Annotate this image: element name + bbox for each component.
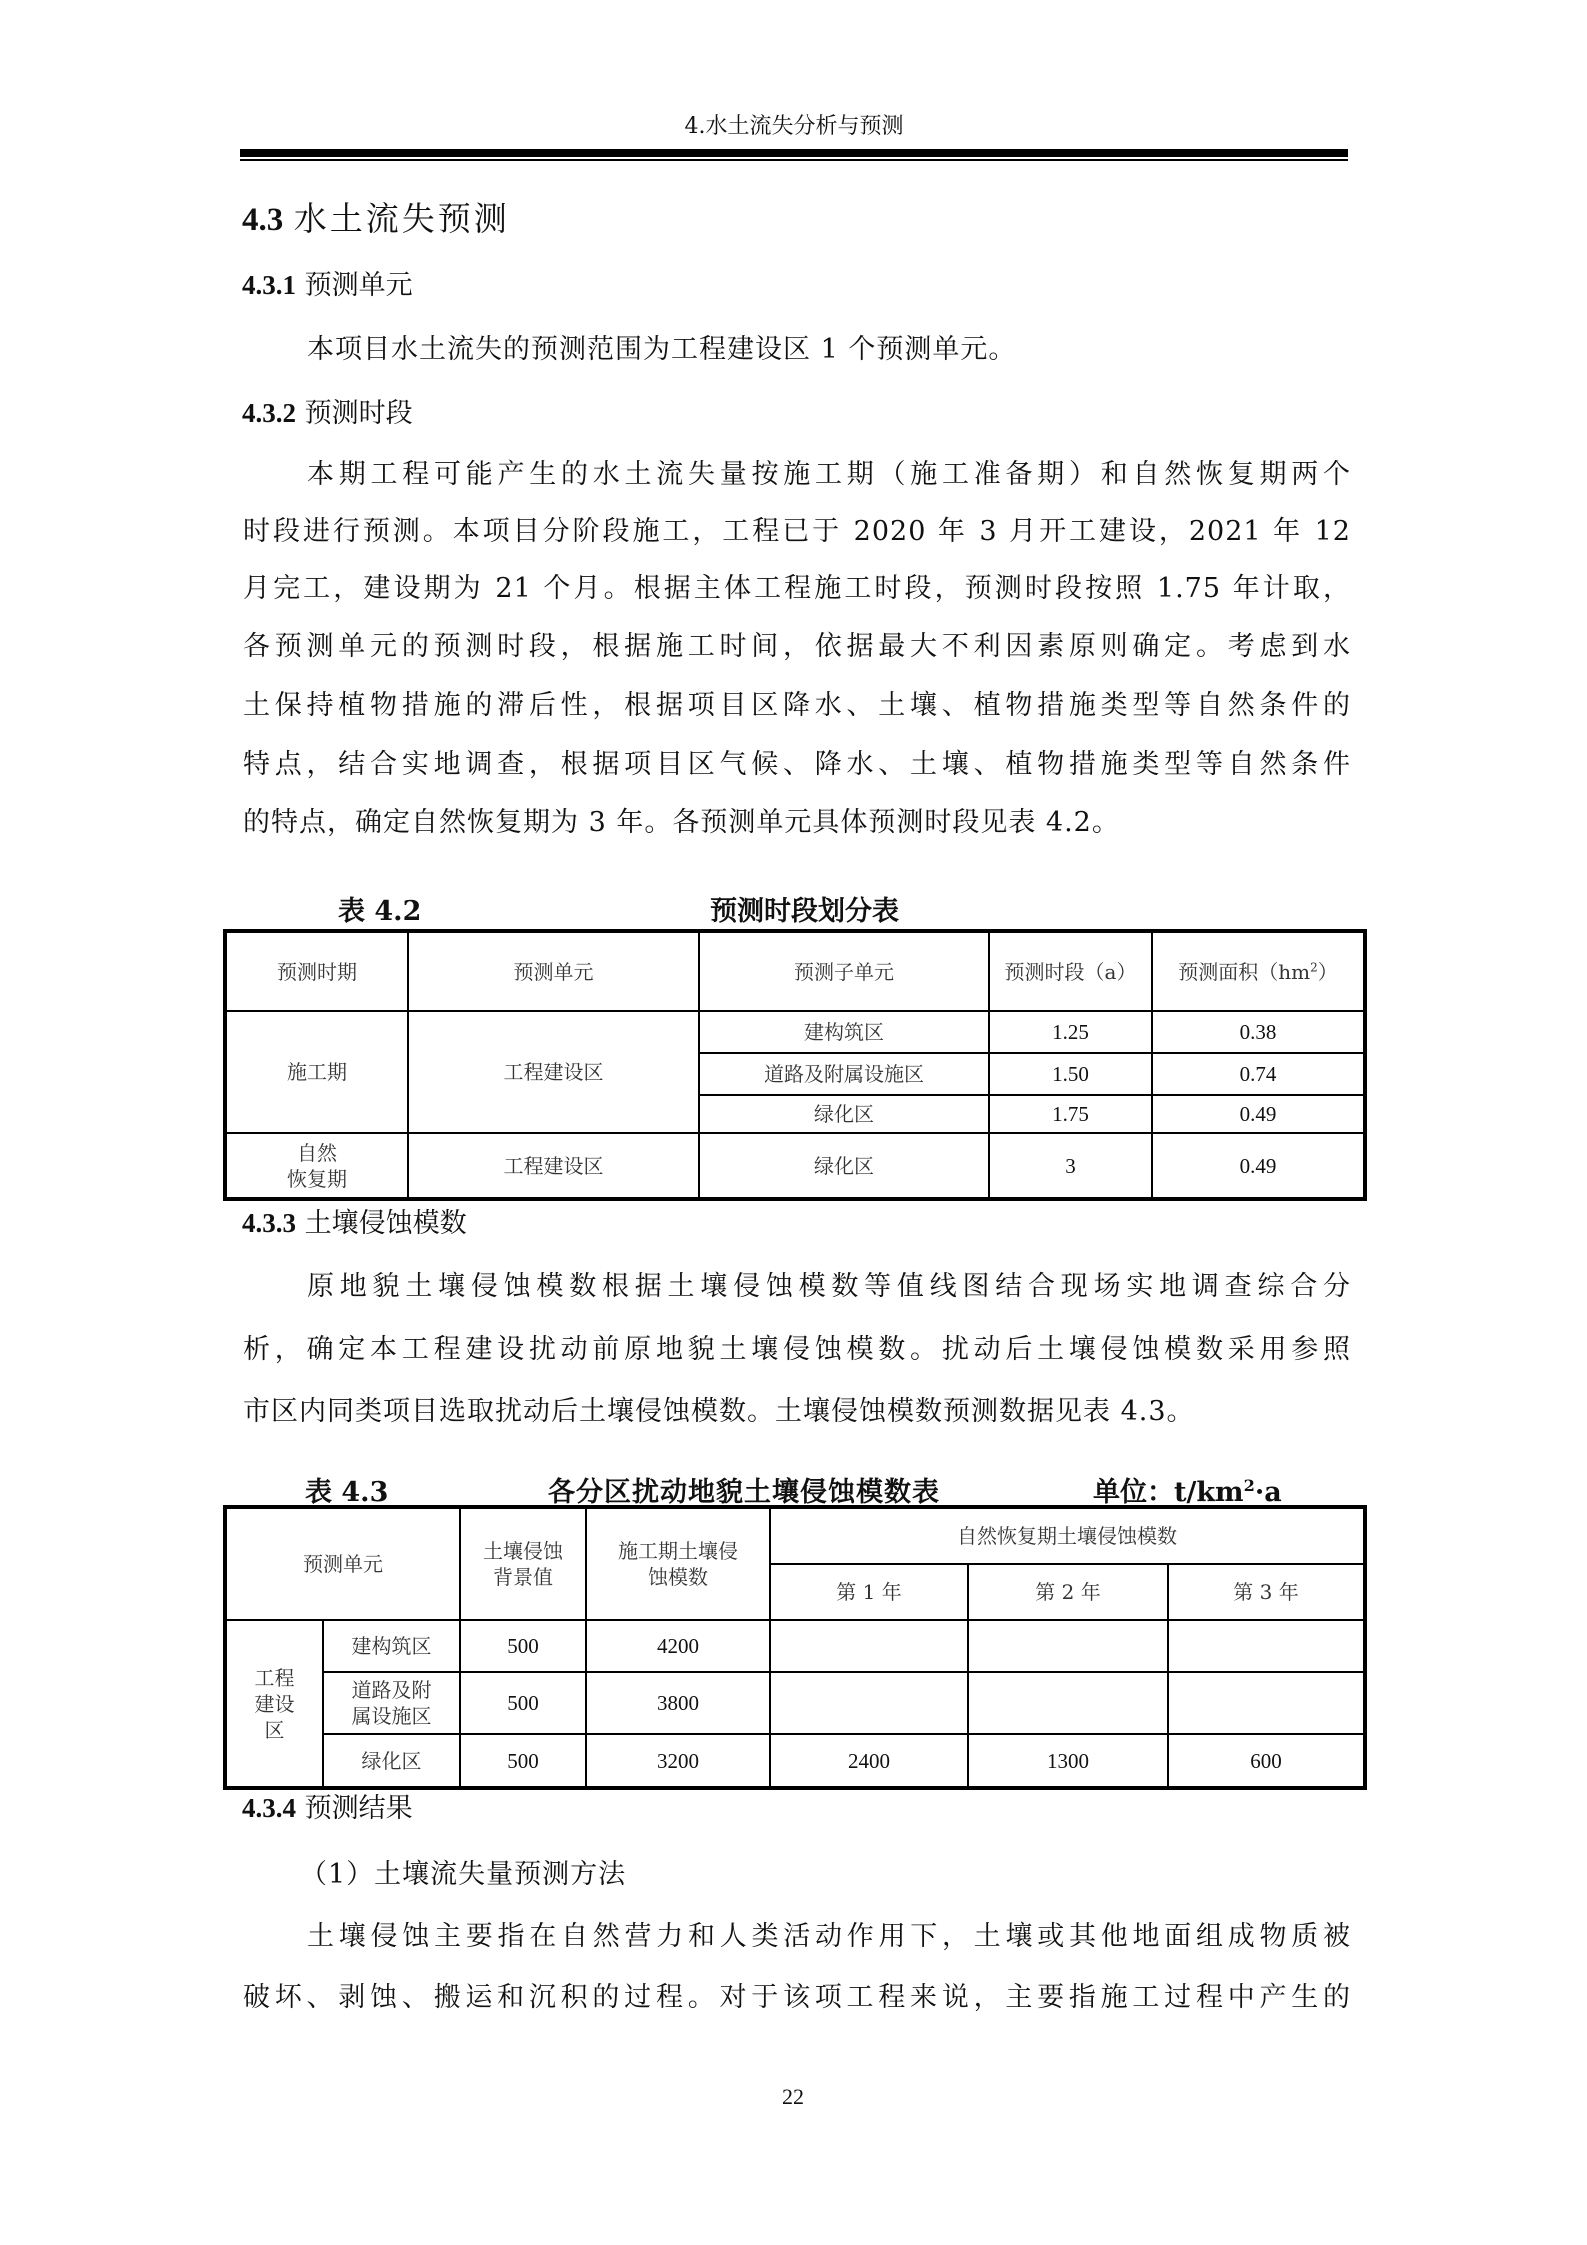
- subsection-number: 4.3.3: [242, 1208, 296, 1238]
- unit-text: 单位：t/km: [1093, 1477, 1244, 1508]
- table-4-2-label: 表 4.2: [338, 896, 422, 927]
- area-cell: 0.74: [1152, 1053, 1364, 1095]
- subunit-cell: 道路及附属设施区: [699, 1053, 989, 1095]
- header-line: 蚀模数: [648, 1565, 708, 1589]
- group-cell: [226, 1620, 323, 1787]
- table-header-row: [226, 1508, 1364, 1564]
- running-header: 4.水土流失分析与预测: [684, 114, 904, 139]
- area-cell: 0.49: [1152, 1133, 1364, 1198]
- table-4-3-unit: [1093, 1475, 1282, 1511]
- year2-cell: 1300: [968, 1734, 1168, 1787]
- header-text: 预测面积（hm: [1178, 959, 1311, 984]
- paragraph-line: 土壤侵蚀主要指在自然营力和人类活动作用下，土壤或其他地面组成物质被: [307, 1921, 1351, 1952]
- section-title: 水土流失预测: [293, 199, 510, 238]
- subunit-line: 道路及附: [351, 1678, 432, 1702]
- construction-cell: 3800: [586, 1672, 770, 1734]
- subunit-cell: 建构筑区: [323, 1620, 460, 1672]
- paragraph-line: 析，确定本工程建设扰动前原地貌土壤侵蚀模数。扰动后土壤侵蚀模数采用参照: [243, 1334, 1351, 1365]
- subsection-title: 预测单元: [304, 270, 413, 301]
- subsection-heading-4-3-1: [242, 267, 413, 304]
- construction-cell: 3200: [586, 1734, 770, 1787]
- subunit-line: 属设施区: [351, 1704, 432, 1728]
- header-line: 背景值: [493, 1565, 553, 1589]
- subunit-cell: 建构筑区: [699, 1011, 989, 1053]
- section-heading: [242, 198, 510, 241]
- subunit-cell: 绿化区: [699, 1133, 989, 1198]
- unit-cell: 工程建设区: [408, 1133, 699, 1198]
- list-item-heading: （1）土壤流失量预测方法: [300, 1859, 627, 1890]
- duration-cell: 1.75: [989, 1095, 1152, 1133]
- construction-cell: 4200: [586, 1620, 770, 1672]
- paragraph-line: 本期工程可能产生的水土流失量按施工期（施工准备期）和自然恢复期两个: [307, 459, 1351, 490]
- subsection-heading-4-3-4: [242, 1790, 413, 1827]
- background-cell: 500: [460, 1734, 586, 1787]
- group-line: 建设: [254, 1691, 295, 1716]
- table-row: [226, 1620, 1364, 1672]
- subsection-heading-4-3-2: [242, 395, 413, 432]
- header-cell: 第 3 年: [1168, 1564, 1364, 1620]
- header-cell: 自然恢复期土壤侵蚀模数: [770, 1508, 1364, 1564]
- background-cell: 500: [460, 1672, 586, 1734]
- table-row: [226, 1734, 1364, 1787]
- subsection-number: 4.3.2: [242, 398, 296, 428]
- header-cell: 第 2 年: [968, 1564, 1168, 1620]
- paragraph-line: 月完工，建设期为 21 个月。根据主体工程施工时段，预测时段按照 1.75 年计取，: [243, 573, 1351, 604]
- superscript: 2: [1243, 1476, 1255, 1495]
- paragraph-line: 土保持植物措施的滞后性，根据项目区降水、土壤、植物措施类型等自然条件的: [243, 690, 1351, 721]
- unit-cell: 工程建设区: [408, 1011, 699, 1133]
- paragraph-line: 时段进行预测。本项目分阶段施工，工程已于 2020 年 3 月开工建设，2021 年 12: [243, 516, 1351, 547]
- year1-cell: 2400: [770, 1734, 968, 1787]
- header-cell: [1152, 932, 1364, 1011]
- table-row: [226, 1672, 1364, 1734]
- year3-cell: [1168, 1620, 1364, 1672]
- year3-cell: [1168, 1672, 1364, 1734]
- group-line: 区: [264, 1717, 285, 1742]
- duration-cell: 3: [989, 1133, 1152, 1198]
- subsection-title: 预测时段: [304, 398, 413, 429]
- superscript: 2: [1310, 959, 1318, 974]
- section-number: 4.3: [242, 202, 284, 238]
- table-4-2: [225, 931, 1365, 1199]
- unit-text: ·a: [1254, 1477, 1282, 1508]
- subsection-number: 4.3.4: [242, 1793, 296, 1823]
- period-cell: 施工期: [226, 1011, 408, 1133]
- duration-cell: 1.50: [989, 1053, 1152, 1095]
- table-header-row: [226, 932, 1364, 1011]
- year2-cell: [968, 1672, 1168, 1734]
- table-row: [226, 1011, 1364, 1053]
- header-line: 土壤侵蚀: [483, 1539, 563, 1563]
- header-rule-thin: [240, 159, 1348, 161]
- subunit-cell: 绿化区: [323, 1734, 460, 1787]
- table-4-2-title: 预测时段划分表: [710, 896, 899, 927]
- table-row: [226, 1133, 1364, 1198]
- page-number: 22: [782, 2084, 804, 2109]
- year1-cell: [770, 1620, 968, 1672]
- header-cell: 预测时段（a）: [989, 932, 1152, 1011]
- subsection-heading-4-3-3: [242, 1205, 467, 1242]
- subsection-title: 土壤侵蚀模数: [304, 1208, 467, 1239]
- subunit-cell: [323, 1672, 460, 1734]
- paragraph-line: 原地貌土壤侵蚀模数根据土壤侵蚀模数等值线图结合现场实地调查综合分: [307, 1271, 1351, 1302]
- header-cell: 预测单元: [408, 932, 699, 1011]
- header-cell: 预测子单元: [699, 932, 989, 1011]
- table-4-3-title: 各分区扰动地貌土壤侵蚀模数表: [548, 1477, 940, 1508]
- header-text: ）: [1317, 959, 1338, 984]
- year2-cell: [968, 1620, 1168, 1672]
- year1-cell: [770, 1672, 968, 1734]
- header-cell: [586, 1508, 770, 1620]
- duration-cell: 1.25: [989, 1011, 1152, 1053]
- period-line: 恢复期: [287, 1166, 347, 1191]
- area-cell: 0.38: [1152, 1011, 1364, 1053]
- period-line: 自然: [297, 1140, 337, 1165]
- subsection-title: 预测结果: [304, 1793, 413, 1824]
- table-4-3-label: 表 4.3: [305, 1477, 389, 1508]
- year3-cell: 600: [1168, 1734, 1364, 1787]
- paragraph-line: 的特点，确定自然恢复期为 3 年。各预测单元具体预测时段见表 4.2。: [243, 807, 1120, 838]
- paragraph-line: 特点，结合实地调查，根据项目区气候、降水、土壤、植物措施类型等自然条件: [243, 749, 1351, 780]
- subunit-cell: 绿化区: [699, 1095, 989, 1133]
- paragraph-line: 各预测单元的预测时段，根据施工时间，依据最大不利因素原则确定。考虑到水: [243, 631, 1351, 662]
- group-line: 工程: [254, 1665, 295, 1690]
- paragraph-line: 破坏、剥蚀、搬运和沉积的过程。对于该项工程来说，主要指施工过程中产生的: [243, 1982, 1351, 2013]
- period-cell: [226, 1133, 408, 1198]
- header-cell: [460, 1508, 586, 1620]
- paragraph-line: 市区内同类项目选取扰动后土壤侵蚀模数。土壤侵蚀模数预测数据见表 4.3。: [243, 1396, 1195, 1427]
- header-line: 施工期土壤侵: [618, 1539, 738, 1563]
- header-cell: 第 1 年: [770, 1564, 968, 1620]
- table-4-3: [225, 1507, 1365, 1788]
- header-cell: 预测时期: [226, 932, 408, 1011]
- paragraph-line: 本项目水土流失的预测范围为工程建设区 1 个预测单元。: [307, 334, 1017, 365]
- subsection-number: 4.3.1: [242, 270, 296, 300]
- background-cell: 500: [460, 1620, 586, 1672]
- header-rule-thick: [240, 149, 1348, 157]
- header-cell: 预测单元: [226, 1508, 460, 1620]
- area-cell: 0.49: [1152, 1095, 1364, 1133]
